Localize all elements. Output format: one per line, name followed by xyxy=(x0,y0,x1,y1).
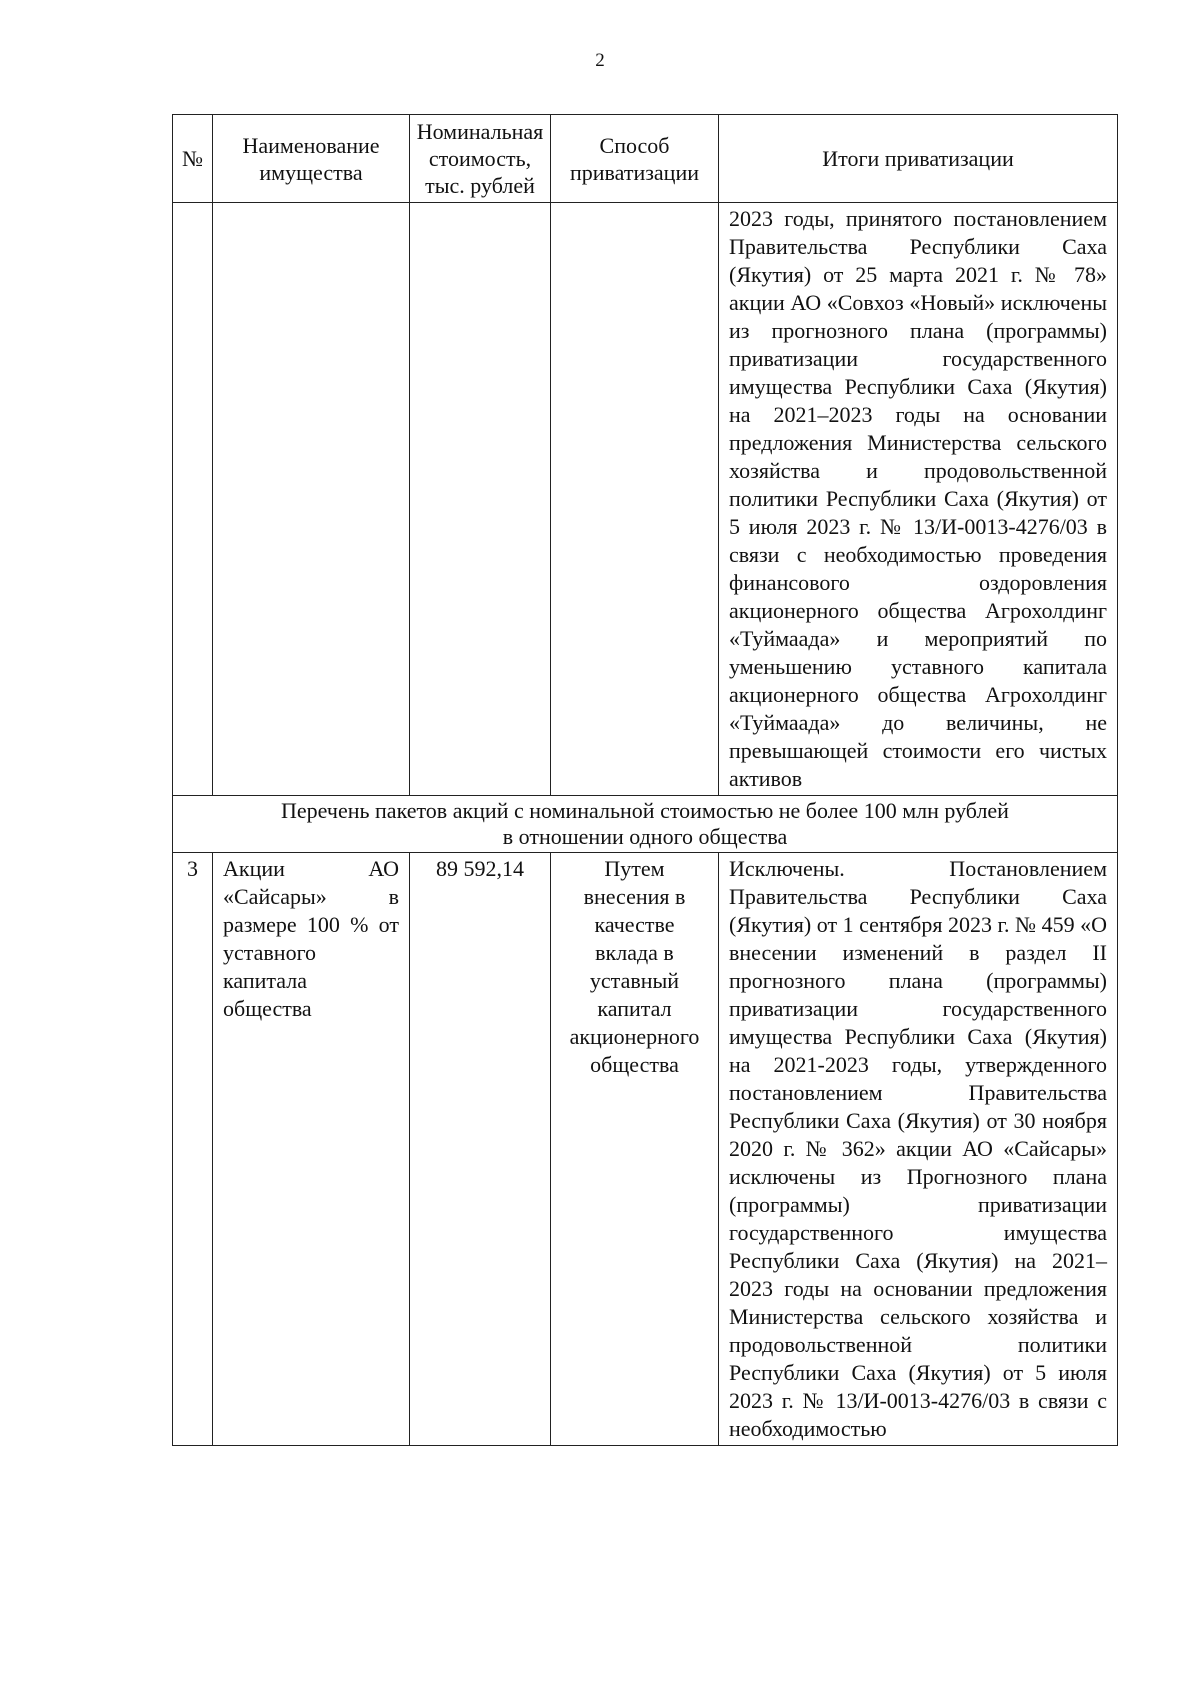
table-row-continuation xyxy=(173,203,1118,796)
row3-num: 3 xyxy=(173,853,213,1446)
cont-value-cell xyxy=(410,203,551,796)
cont-num-cell xyxy=(173,203,213,796)
section-title-line1: Перечень пакетов акций с номинальной стоимостью не более 100 млн рублей xyxy=(281,798,1009,823)
cont-method-cell xyxy=(551,203,719,796)
header-value: Номинальная стоимость, тыс. рублей xyxy=(410,115,551,203)
header-method: Способ приватизации xyxy=(551,115,719,203)
row3-method: Путем внесения в качестве вклада в уставный капитал акционерного общества xyxy=(551,853,719,1446)
page-number: 2 xyxy=(595,50,605,71)
section-title-row xyxy=(173,796,1118,853)
section-title-line2: в отношении одного общества xyxy=(502,824,788,849)
row3-name: Акции АО «Сайсары» в размере 100 % от уставного капитала общества xyxy=(213,853,410,1446)
header-num: № xyxy=(173,115,213,203)
section-title xyxy=(173,796,1118,853)
table-header-row xyxy=(173,115,1118,203)
row3-results: Исключены. Постановлением Правительства Республики Саха (Якутия) от 1 сентября 2023 г. № 459 «О внесении изменений в раздел II прогнозного плана (программы) приватизации государственного имущества Республики Саха (Якутия) на 2021-2023 годы, утвержденного постановлением Правительства Республики Саха (Якутия) от 30 ноября 2020 г. № 362» акции АО «Сайсары» исключены из Прогнозного плана (программы) приватизации государственного имущества Республики Саха (Якутия) на 2021–2023 годы на основании предложения Министерства сельского хозяйства и продовольственной политики Республики Саха (Якутия) от 5 июля 2023 г. № 13/И-0013-4276/03 в связи с необходимостью xyxy=(719,853,1118,1446)
privatization-table xyxy=(172,114,1118,1446)
row3-value: 89 592,14 xyxy=(410,853,551,1446)
header-name: Наименование имущества xyxy=(213,115,410,203)
header-results: Итоги приватизации xyxy=(719,115,1118,203)
table-row-3 xyxy=(173,853,1118,1446)
cont-results-cell: 2023 годы, принятого постановлением Правительства Республики Саха (Якутия) от 25 марта 2021 г. № 78» акции АО «Совхоз «Новый» исключены из прогнозного плана (программы) приватизации государственного имущества Республики Саха (Якутия) на 2021–2023 годы на основании предложения Министерства сельского хозяйства и продовольственной политики Республики Саха (Якутия) от 5 июля 2023 г. № 13/И-0013-4276/03 в связи с необходимостью проведения финансового оздоровления акционерного общества Агрохолдинг «Туймаада» и мероприятий по уменьшению уставного капитала акционерного общества Агрохолдинг «Туймаада» до величины, не превышающей стоимости его чистых активов xyxy=(719,203,1118,796)
cont-name-cell xyxy=(213,203,410,796)
